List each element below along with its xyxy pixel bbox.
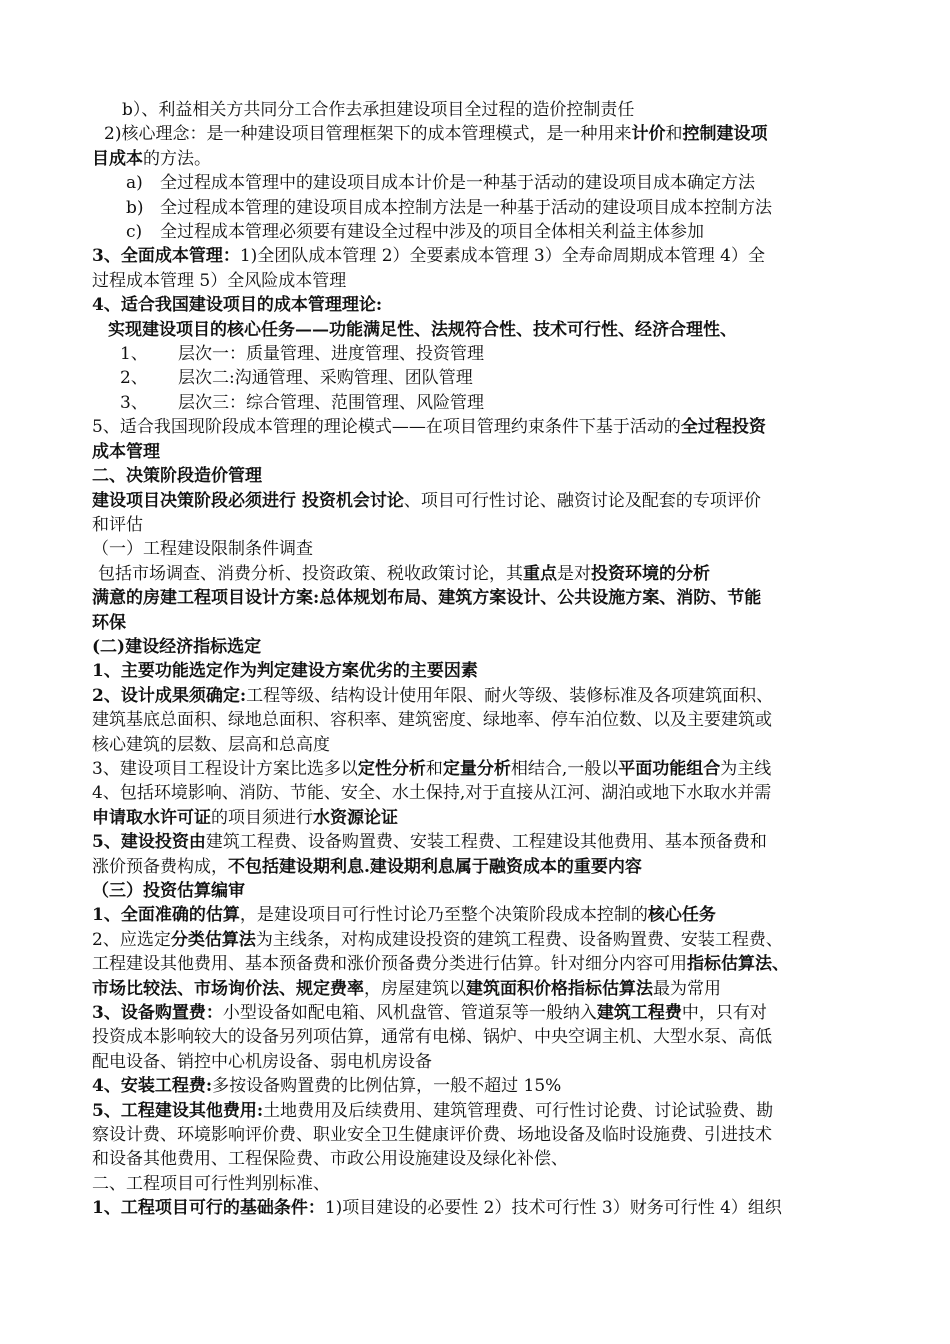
line-text: 层次二:沟通管理、采购管理、团队管理: [178, 368, 473, 389]
list-item: [92, 391, 864, 415]
text-line: [92, 855, 864, 879]
text-line: [92, 293, 864, 317]
text-line: [92, 903, 864, 927]
bold-term: 建设项目决策阶段必须进行 投资机会讨论: [92, 490, 404, 511]
text-line: [92, 1074, 864, 1098]
section-heading: 4、适合我国建设项目的成本管理理论:: [92, 295, 383, 316]
line-text: 3、建设项目工程设计方案比选多以: [92, 758, 358, 779]
text-line: [92, 586, 864, 610]
line-text: 最为常用: [653, 978, 721, 999]
line-text: 察设计费、环境影响评价费、职业安全卫生健康评价费、场地设备及临时设施费、引进技术: [92, 1125, 772, 1146]
text-line: [92, 708, 864, 732]
text-line: [92, 464, 864, 488]
list-marker: a): [126, 173, 143, 194]
line-text: 小型设备如配电箱、风机盘管、管道泵等一般纳入: [222, 1003, 597, 1024]
list-item: [92, 196, 864, 220]
text-line: [92, 879, 864, 903]
bold-term: 投资环境的分析: [591, 563, 710, 584]
bold-term: 核心任务: [647, 905, 716, 926]
text-line: [92, 733, 864, 757]
line-text: 4、包括环境影响、消防、节能、安全、水土保持,对于直接从江河、湖泊或地下水取水并需: [92, 783, 772, 804]
text-line: [92, 1099, 864, 1123]
text-line: [92, 952, 864, 976]
line-text: 包括市场调查、消费分析、投资政策、税收政策讨论，其: [98, 563, 523, 584]
bold-term: 3、设备购置费：: [92, 1003, 223, 1024]
bold-term: 实现建设项目的核心任务——功能满足性、法规符合性、技术可行性、经济合理性、: [108, 319, 737, 340]
line-text: 建筑工程费、设备购置费、安装工程费、工程建设其他费用、基本预备费和: [205, 832, 767, 853]
line-text: 5、适合我国现阶段成本管理的理论模式——在项目管理约束条件下基于活动的: [92, 417, 681, 438]
text-line: [92, 928, 864, 952]
line-text: 1)项目建设的必要性 2）技术可行性 3）财务可行性 4）组织: [324, 1198, 782, 1219]
text-line: [92, 1025, 864, 1049]
list-item: [92, 342, 864, 366]
bold-term: 定性分析: [357, 758, 426, 779]
text-line: [92, 684, 864, 708]
line-text: 的方法。: [143, 148, 211, 169]
line-text: 为主线: [720, 758, 772, 779]
list-marker: 2、: [120, 368, 148, 389]
bold-term: 1、主要功能选定作为判定建设方案优劣的主要因素: [92, 661, 478, 682]
bold-term: 定量分析: [442, 758, 511, 779]
text-line: [92, 122, 864, 146]
bold-term: 重点: [523, 563, 557, 584]
line-text: 全过程成本管理必须要有建设全过程中涉及的项目全体相关利益主体参加: [160, 222, 704, 243]
text-line: [92, 537, 864, 561]
bold-term: 5、工程建设其他费用:: [92, 1100, 264, 1121]
line-text: 是对: [557, 563, 591, 584]
line-text: 过程成本管理 5）全风险成本管理: [92, 270, 347, 291]
line-text: 投资成本影响较大的设备另列项估算，通常有电梯、锅炉、中央空调主机、大型水泵、高低: [92, 1027, 772, 1048]
text-line: [92, 147, 864, 171]
line-text: 2)核心理念：是一种建设项目管理框架下的成本管理模式，是一种用来: [104, 124, 632, 145]
bold-term: 1、全面准确的估算: [92, 905, 240, 926]
text-line: [92, 1123, 864, 1147]
text-line: [92, 977, 864, 1001]
text-line: [92, 562, 864, 586]
text-line: [92, 1196, 864, 1220]
bold-term: 1、工程项目可行的基础条件：: [92, 1198, 325, 1219]
text-line: [92, 806, 864, 830]
line-text: b）、利益相关方共同分工合作去承担建设项目全过程的造价控制责任: [122, 100, 635, 120]
bold-term: 指标估算法、: [687, 954, 789, 975]
text-line: [92, 98, 864, 122]
line-text: ，房屋建筑以: [364, 978, 466, 999]
text-line: [92, 513, 864, 537]
line-text: 涨价预备费构成，: [92, 856, 228, 877]
list-marker: 1、: [120, 344, 148, 365]
list-marker: b): [126, 197, 144, 218]
bold-term: 平面功能组合: [618, 758, 721, 779]
list-marker: c): [126, 222, 143, 243]
text-line: [92, 1001, 864, 1025]
line-text: 的项目须进行: [211, 807, 313, 828]
text-line: [92, 415, 864, 439]
bold-term: 水资源论证: [313, 807, 398, 828]
line-text: 核心建筑的层数、层高和总高度: [92, 734, 330, 755]
list-marker: 3、: [120, 392, 148, 413]
text-line: [92, 781, 864, 805]
text-line: [92, 659, 864, 683]
list-item: [92, 366, 864, 390]
line-text: 土地费用及后续费用、建筑管理费、可行性讨论费、讨论试验费、勘: [263, 1100, 774, 1121]
text-line: [92, 757, 864, 781]
line-text: 和: [425, 758, 443, 779]
bold-term: 满意的房建工程项目设计方案:总体规划布局、建筑方案设计、公共设施方案、消防、节能: [92, 588, 762, 609]
text-line: [92, 489, 864, 513]
bold-term: 目成本: [92, 148, 143, 169]
text-line: [92, 830, 864, 854]
line-text: 全过程成本管理的建设项目成本控制方法是一种基于活动的建设项目成本控制方法: [160, 197, 772, 218]
line-text: 层次一：质量管理、进度管理、投资管理: [178, 344, 484, 365]
subsection-heading: (二)建设经济指标选定: [92, 636, 262, 657]
bold-term: 建筑面积价格指标估算法: [466, 978, 653, 999]
line-text: ，是建设项目可行性讨论乃至整个决策阶段成本控制的: [239, 905, 648, 926]
bold-term: 4、安装工程费:: [92, 1076, 213, 1097]
text-line: [92, 269, 864, 293]
line-text: 配电设备、销控中心机房设备、弱电机房设备: [92, 1051, 432, 1072]
line-text: 为主线条，对构成建设投资的建筑工程费、设备购置费、安装工程费、: [255, 929, 783, 950]
bold-term: 环保: [92, 612, 126, 633]
text-line: [92, 611, 864, 635]
line-text: 1)全团队成本管理 2）全要素成本管理 3）全寿命周期成本管理 4）全: [239, 246, 765, 267]
text-line: [92, 1050, 864, 1074]
section-heading: 二、工程项目可行性判别标准、: [92, 1173, 330, 1194]
line-text: 相结合,一般以: [510, 758, 619, 779]
bold-term: 2、设计成果须确定:: [92, 685, 247, 706]
bold-term: 控制建设项: [682, 124, 768, 145]
bold-term: 分类估算法: [170, 929, 256, 950]
bold-term: 成本管理: [92, 441, 160, 462]
list-item: [92, 171, 864, 195]
text-line: [92, 1147, 864, 1171]
line-text: 全过程成本管理中的建设项目成本计价是一种基于活动的建设项目成本确定方法: [160, 173, 755, 194]
line-text: 建筑基底总面积、绿地总面积、容积率、建筑密度、绿地率、停车泊位数、以及主要建筑或: [92, 710, 772, 731]
bold-term: 计价: [631, 124, 666, 145]
bold-term: 5、建设投资由: [92, 832, 206, 853]
line-text: 、项目可行性讨论、融资讨论及配套的专项评价: [403, 490, 761, 511]
text-line: [92, 440, 864, 464]
section-heading: 二、决策阶段造价管理: [92, 466, 262, 487]
list-item: [92, 220, 864, 244]
line-text: 中，只有对: [681, 1003, 767, 1024]
subsection-heading: （一）工程建设限制条件调查: [92, 539, 313, 560]
line-text: 和设备其他费用、工程保险费、市政公用设施建设及绿化补偿、: [92, 1149, 568, 1170]
text-line: [92, 1172, 864, 1196]
document-body: [92, 98, 864, 1221]
line-text: 2、应选定: [92, 929, 171, 950]
line-text: 工程建设其他费用、基本预备费和涨价预备费分类进行估算。针对细分内容可用: [92, 954, 687, 975]
line-text: 工程等级、结构设计使用年限、耐火等级、装修标准及各项建筑面积、: [246, 685, 774, 706]
line-text: 层次三：综合管理、范围管理、风险管理: [178, 392, 484, 413]
bold-term: 建筑工程费: [596, 1003, 682, 1024]
bold-term: 市场比较法、市场询价法、规定费率: [92, 978, 364, 999]
section-heading: 3、全面成本管理：: [92, 246, 240, 267]
subsection-heading: （三）投资估算编审: [92, 881, 245, 901]
bold-term: 全过程投资: [680, 417, 766, 438]
line-text: 多按设备购置费的比例估算，一般不超过 15%: [212, 1076, 562, 1097]
text-line: [92, 244, 864, 268]
bold-term: 申请取水许可证: [92, 807, 211, 828]
line-text: 和评估: [92, 514, 143, 535]
text-line: [92, 635, 864, 659]
bold-term: 不包括建设期利息.建设期利息属于融资成本的重要内容: [228, 856, 642, 877]
line-text: 和: [665, 124, 683, 145]
text-line: [92, 318, 864, 342]
